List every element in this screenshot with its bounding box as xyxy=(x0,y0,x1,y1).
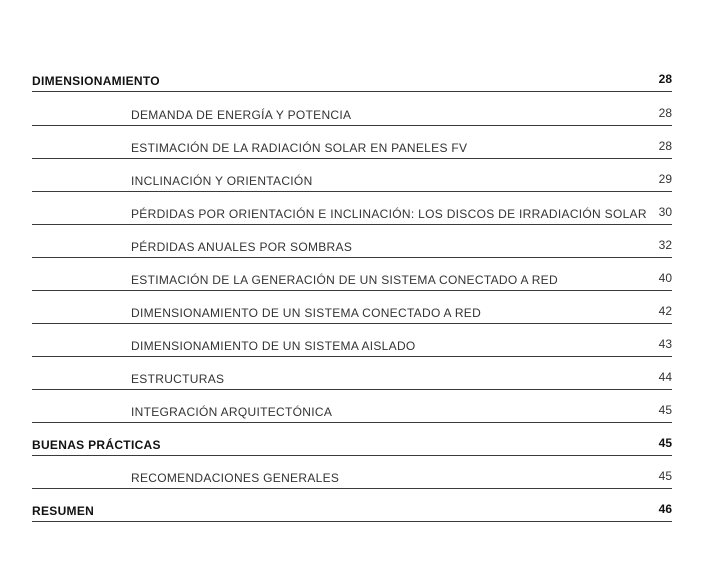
toc-section-page: 46 xyxy=(658,502,672,516)
toc-entry[interactable] xyxy=(32,192,672,225)
toc-entry-title: INTEGRACIÓN ARQUITECTÓNICA xyxy=(131,405,333,419)
toc-entry[interactable] xyxy=(32,258,672,291)
toc-entry-page: 42 xyxy=(658,304,672,318)
toc-entry-page: 28 xyxy=(658,139,672,153)
toc-section-title: RESUMEN xyxy=(32,504,95,518)
toc-entry-page: 30 xyxy=(658,205,672,219)
toc-entry-title: DEMANDA DE ENERGÍA Y POTENCIA xyxy=(131,108,352,122)
toc-section-title: BUENAS PRÁCTICAS xyxy=(32,438,161,452)
toc-entry-title: ESTIMACIÓN DE LA GENERACIÓN DE UN SISTEMA CONECTADO A RED xyxy=(131,273,558,287)
toc-entry-title: PÉRDIDAS POR ORIENTACIÓN E INCLINACIÓN: LOS DISCOS DE IRRADIACIÓN SOLAR xyxy=(131,207,647,221)
toc-entry-page: 43 xyxy=(658,337,672,351)
toc-entry-page: 44 xyxy=(658,370,672,384)
toc-entry[interactable] xyxy=(32,225,672,258)
toc-entry[interactable] xyxy=(32,291,672,324)
toc-entry-page: 29 xyxy=(658,172,672,186)
toc-entry-title: ESTRUCTURAS xyxy=(131,372,225,386)
toc-section-page: 28 xyxy=(658,72,672,86)
toc-section-title: DIMENSIONAMIENTO xyxy=(32,74,160,88)
toc-entry-page: 32 xyxy=(658,238,672,252)
toc-entry[interactable] xyxy=(32,159,672,192)
toc-section-dimensionamiento[interactable] xyxy=(32,66,672,92)
toc-entry-page: 45 xyxy=(658,469,672,483)
toc-entry[interactable] xyxy=(32,357,672,390)
toc-entry-title: RECOMENDACIONES GENERALES xyxy=(131,471,340,485)
toc-entry-page: 45 xyxy=(658,403,672,417)
toc-section-page: 45 xyxy=(658,436,672,450)
toc-entry-title: DIMENSIONAMIENTO DE UN SISTEMA AISLADO xyxy=(131,339,416,353)
toc-entry-title: ESTIMACIÓN DE LA RADIACIÓN SOLAR EN PANELES FV xyxy=(131,141,468,155)
toc-entry[interactable] xyxy=(32,456,672,489)
toc-entry-title: DIMENSIONAMIENTO DE UN SISTEMA CONECTADO A RED xyxy=(131,306,482,320)
toc-entry[interactable] xyxy=(32,390,672,423)
toc-entry[interactable] xyxy=(32,92,672,126)
toc-entry-title: INCLINACIÓN Y ORIENTACIÓN xyxy=(131,174,313,188)
toc-section-buenas-practicas[interactable] xyxy=(32,423,672,456)
toc-entry[interactable] xyxy=(32,324,672,357)
toc-entry[interactable] xyxy=(32,126,672,159)
toc-entry-title: PÉRDIDAS ANUALES POR SOMBRAS xyxy=(131,240,353,254)
toc-section-resumen[interactable] xyxy=(32,489,672,522)
toc-entry-page: 40 xyxy=(658,271,672,285)
toc-entry-page: 28 xyxy=(658,106,672,120)
